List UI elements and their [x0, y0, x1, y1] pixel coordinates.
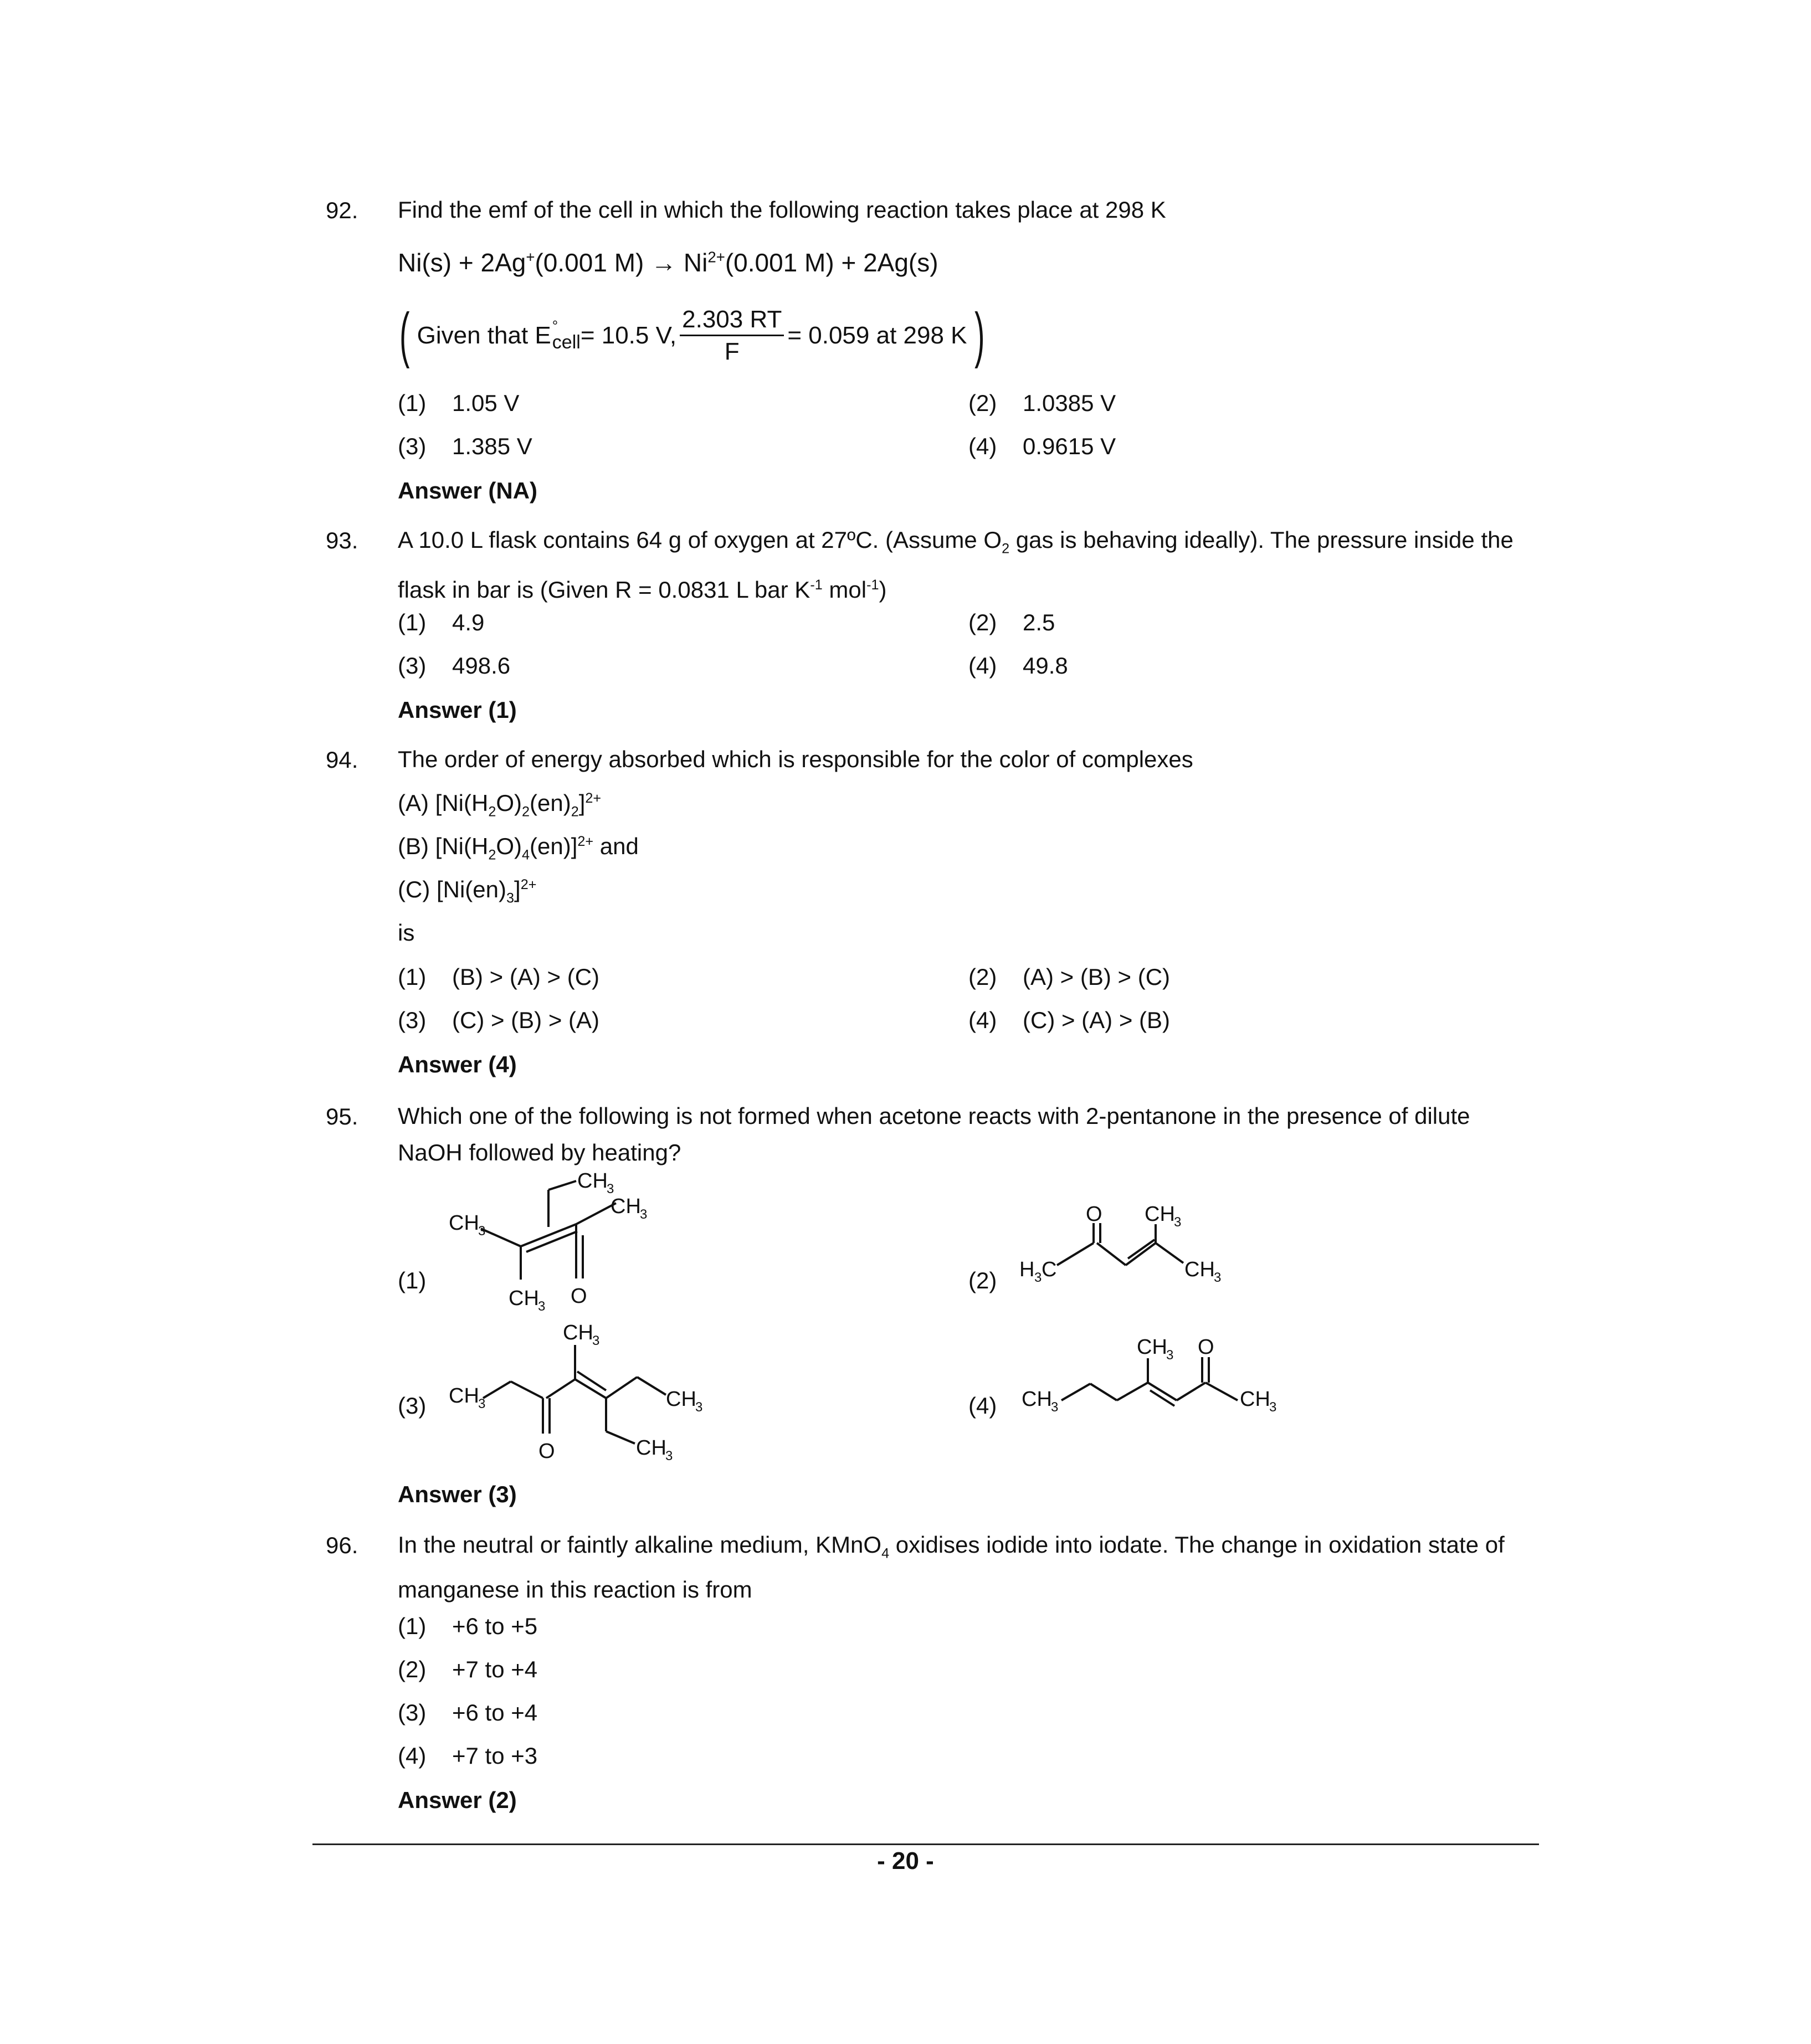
svg-text:3: 3	[607, 1182, 614, 1196]
option-4[interactable]: (4) (C) > (A) > (B)	[968, 1007, 1171, 1033]
option-1[interactable]: (1) (B) > (A) > (C)	[398, 964, 600, 990]
svg-text:O: O	[1086, 1203, 1102, 1226]
svg-text:3: 3	[665, 1449, 673, 1463]
svg-text:H: H	[1019, 1258, 1035, 1281]
question-text: Which one of the following is not formed when acetone reacts with 2-pentanone in the presence of dilute NaOH followed by heating?	[398, 1103, 1470, 1165]
svg-text:CH: CH	[1184, 1258, 1215, 1281]
question-number: 93.	[326, 527, 358, 553]
svg-text:3: 3	[478, 1224, 486, 1239]
svg-text:CH: CH	[449, 1211, 479, 1235]
svg-text:CH: CH	[1240, 1388, 1270, 1411]
option-3[interactable]: (3) 498.6	[398, 653, 511, 679]
fraction: $\frac{2.303 RT}{F}$	[680, 304, 784, 367]
question-number: 94.	[326, 747, 358, 773]
svg-text:3: 3	[1166, 1348, 1174, 1363]
option-1[interactable]: (1)	[398, 1267, 427, 1293]
svg-text:3: 3	[640, 1207, 648, 1222]
option-3[interactable]: (3)	[398, 1393, 427, 1419]
complex-a: (A) $[Ni(H_2O)_2(en)_2]^{2+}$	[398, 790, 602, 820]
svg-text:3: 3	[1269, 1400, 1277, 1415]
option-3[interactable]: (3) (C) > (B) > (A)	[398, 1007, 600, 1033]
answer: Answer (1)	[398, 697, 517, 723]
option-4[interactable]: (4)	[968, 1393, 997, 1419]
option-1[interactable]: (1) 4.9	[398, 609, 485, 635]
question-number: 96.	[326, 1532, 358, 1558]
svg-text:3: 3	[478, 1396, 486, 1411]
svg-text:O: O	[571, 1285, 587, 1308]
svg-text:3: 3	[1214, 1270, 1222, 1285]
svg-text:O: O	[1198, 1336, 1214, 1359]
svg-text:CH: CH	[666, 1388, 696, 1411]
svg-text:3: 3	[538, 1299, 546, 1314]
question-text: In the neutral or faintly alkaline medium, KMnO$_4$ oxidises iodide into iodate. The change in oxidation state of manganese in this reaction is from	[398, 1532, 1505, 1603]
svg-text:3: 3	[1174, 1215, 1182, 1230]
complex-b: (B) $[Ni(H_2O)_4(en)]^{2+}$ and	[398, 833, 639, 863]
structure-option-2	[1019, 1203, 1241, 1303]
svg-text:CH: CH	[610, 1195, 641, 1218]
svg-text:C: C	[1042, 1258, 1057, 1281]
svg-text:CH: CH	[509, 1287, 539, 1310]
svg-text:CH: CH	[1145, 1203, 1175, 1226]
svg-text:CH: CH	[1137, 1336, 1167, 1359]
option-1[interactable]: (1) 1.05 V	[398, 390, 520, 416]
answer: Answer (4)	[398, 1051, 517, 1077]
option-2[interactable]: (2) +7 to +4	[398, 1656, 538, 1682]
option-4[interactable]: (4) 0.9615 V	[968, 433, 1116, 459]
cell-reaction: Ni(s) + 2Ag+(0.001 $M) \to Ni^{2+}(0.001$ M) + 2Ag(s)	[398, 248, 938, 277]
svg-text:CH: CH	[1022, 1388, 1052, 1411]
svg-text:CH: CH	[449, 1384, 479, 1408]
option-4[interactable]: (4) +7 to +3	[398, 1743, 538, 1769]
question-text: The order of energy absorbed which is responsible for the color of complexes	[398, 746, 1193, 772]
question-number: 92.	[326, 197, 358, 223]
question-number: 95.	[326, 1103, 358, 1129]
option-3[interactable]: (3) +6 to +4	[398, 1699, 538, 1725]
answer: Answer (2)	[398, 1787, 517, 1813]
svg-text:CH: CH	[563, 1321, 593, 1344]
is-text: is	[398, 920, 415, 946]
svg-text:O: O	[538, 1440, 555, 1463]
structure-option-3	[449, 1322, 726, 1478]
question-text: A 10.0 L flask contains 64 g of oxygen at 27ºC. (Assume $O_2$ gas is behaving ideally). The pressure inside the flask in bar is (Given R = 0.0831 L bar $K^{-1}$ mol$^{-1}$)	[398, 527, 1514, 603]
footer-divider	[312, 1843, 1539, 1845]
svg-text:CH: CH	[577, 1169, 608, 1193]
svg-text:CH: CH	[636, 1436, 666, 1460]
svg-text:3: 3	[695, 1400, 703, 1415]
page-number: - 20 -	[877, 1847, 934, 1874]
svg-text:3: 3	[1051, 1400, 1059, 1415]
structure-option-4	[1020, 1329, 1309, 1425]
answer: Answer (NA)	[398, 477, 538, 504]
option-2[interactable]: (2) 2.5	[968, 609, 1055, 635]
option-2[interactable]: (2) (A) > (B) > (C)	[968, 964, 1171, 990]
option-4[interactable]: (4) 49.8	[968, 653, 1068, 679]
option-2[interactable]: (2) 1.0385 V	[968, 390, 1116, 416]
given-expression: ( Given that E ° cell = 10.5 V, $\frac{2.303 RT}{F}$ = 0.059 at 298 K )	[399, 301, 984, 369]
option-1[interactable]: (1) +6 to +5	[398, 1613, 538, 1639]
option-3[interactable]: (3) 1.385 V	[398, 433, 532, 459]
answer: Answer (3)	[398, 1481, 517, 1507]
svg-text:3: 3	[1034, 1270, 1042, 1285]
question-text: Find the emf of the cell in which the following reaction takes place at 298 K	[398, 197, 1166, 223]
option-2[interactable]: (2)	[968, 1267, 997, 1293]
structure-option-1	[443, 1169, 676, 1320]
complex-c: (C) $[Ni(en)_3]^{2+}$	[398, 876, 537, 906]
svg-text:3: 3	[592, 1333, 600, 1348]
